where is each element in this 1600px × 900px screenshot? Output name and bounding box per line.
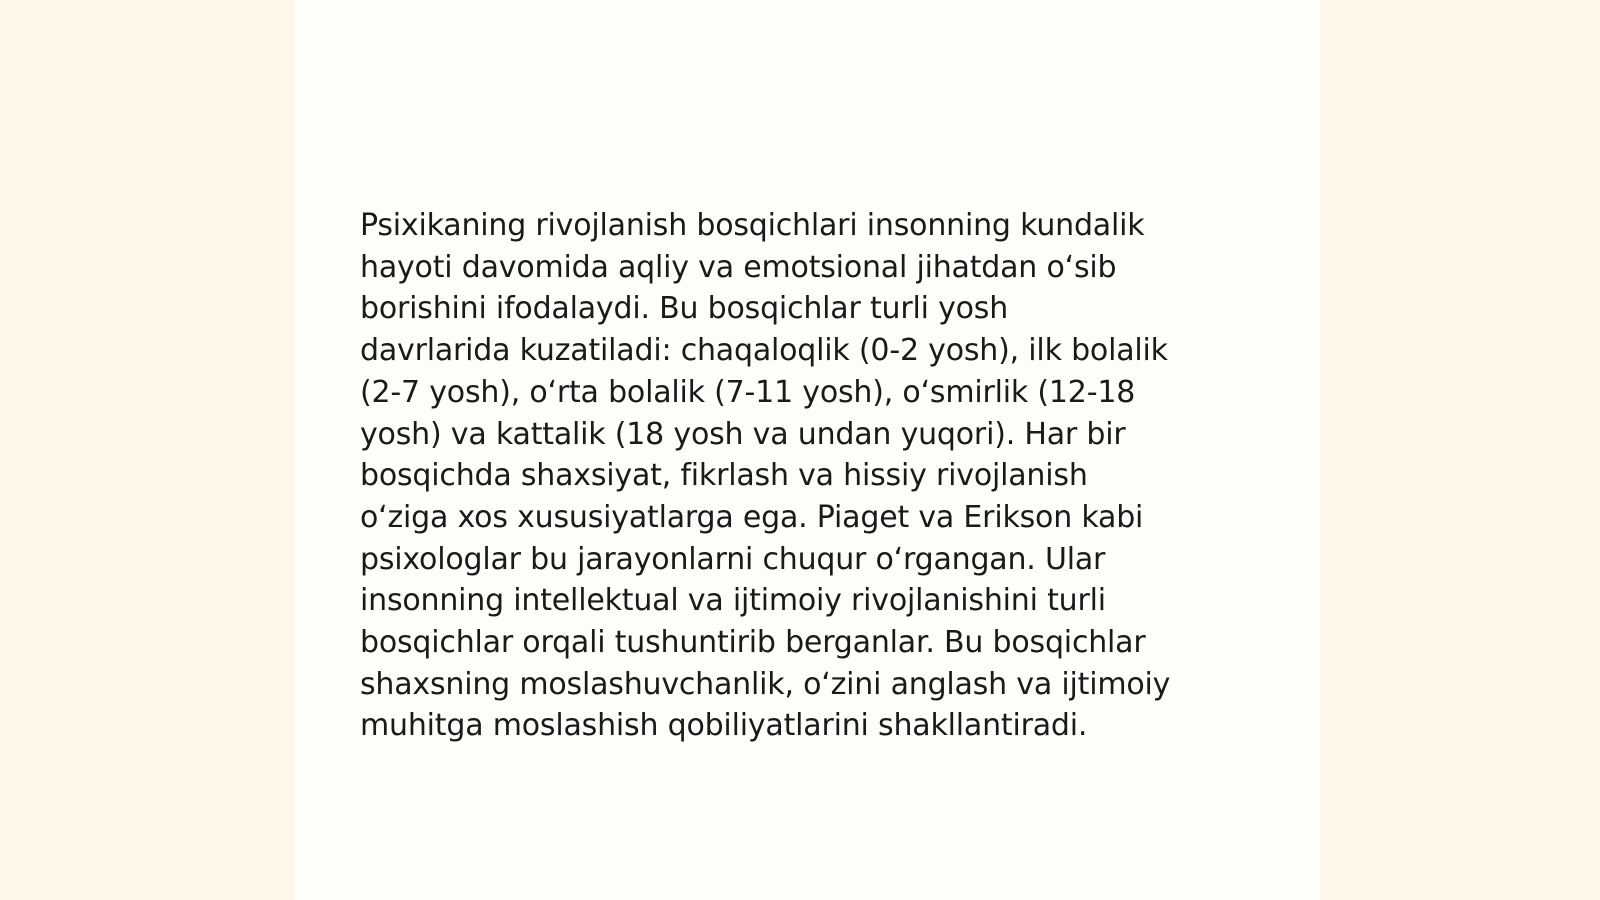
paragraph-line: davrlarida kuzatiladi: chaqaloqlik (0-2 yosh), ilk bolalik: [360, 333, 1168, 369]
paragraph-line: (2-7 yosh), oʻrta bolalik (7-11 yosh), oʻsmirlik (12-18: [360, 374, 1136, 410]
paragraph-line: oʻziga xos xususiyatlarga ega. Piaget va Erikson kabi: [360, 499, 1144, 535]
paragraph-line: Psixikaning rivojlanish bosqichlari insonning kundalik: [360, 208, 1145, 243]
paragraph-line: yosh) va kattalik (18 yosh va undan yuqori). Har bir: [360, 416, 1126, 452]
paragraph-line: muhitga moslashish qobiliyatlarini shakllantiradi.: [360, 708, 1088, 744]
paragraph-line: shaxsning moslashuvchanlik, oʻzini anglash va ijtimoiy: [360, 666, 1171, 702]
paragraph-line: hayoti davomida aqliy va emotsional jihatdan oʻsib: [360, 249, 1117, 285]
paragraph-line: borishini ifodalaydi. Bu bosqichlar turli yosh: [360, 291, 1009, 327]
slide-canvas: [295, 0, 1320, 900]
slide-body-paragraph: [360, 205, 1260, 747]
paragraph-line: bosqichda shaxsiyat, fikrlash va hissiy rivojlanish: [360, 458, 1088, 494]
paragraph-line: insonning intellektual va ijtimoiy rivojlanishini turli: [360, 583, 1106, 619]
paragraph-line: psixologlar bu jarayonlarni chuqur oʻrgangan. Ular: [360, 541, 1106, 577]
paragraph-line: bosqichlar orqali tushuntirib berganlar. Bu bosqichlar: [360, 625, 1146, 661]
